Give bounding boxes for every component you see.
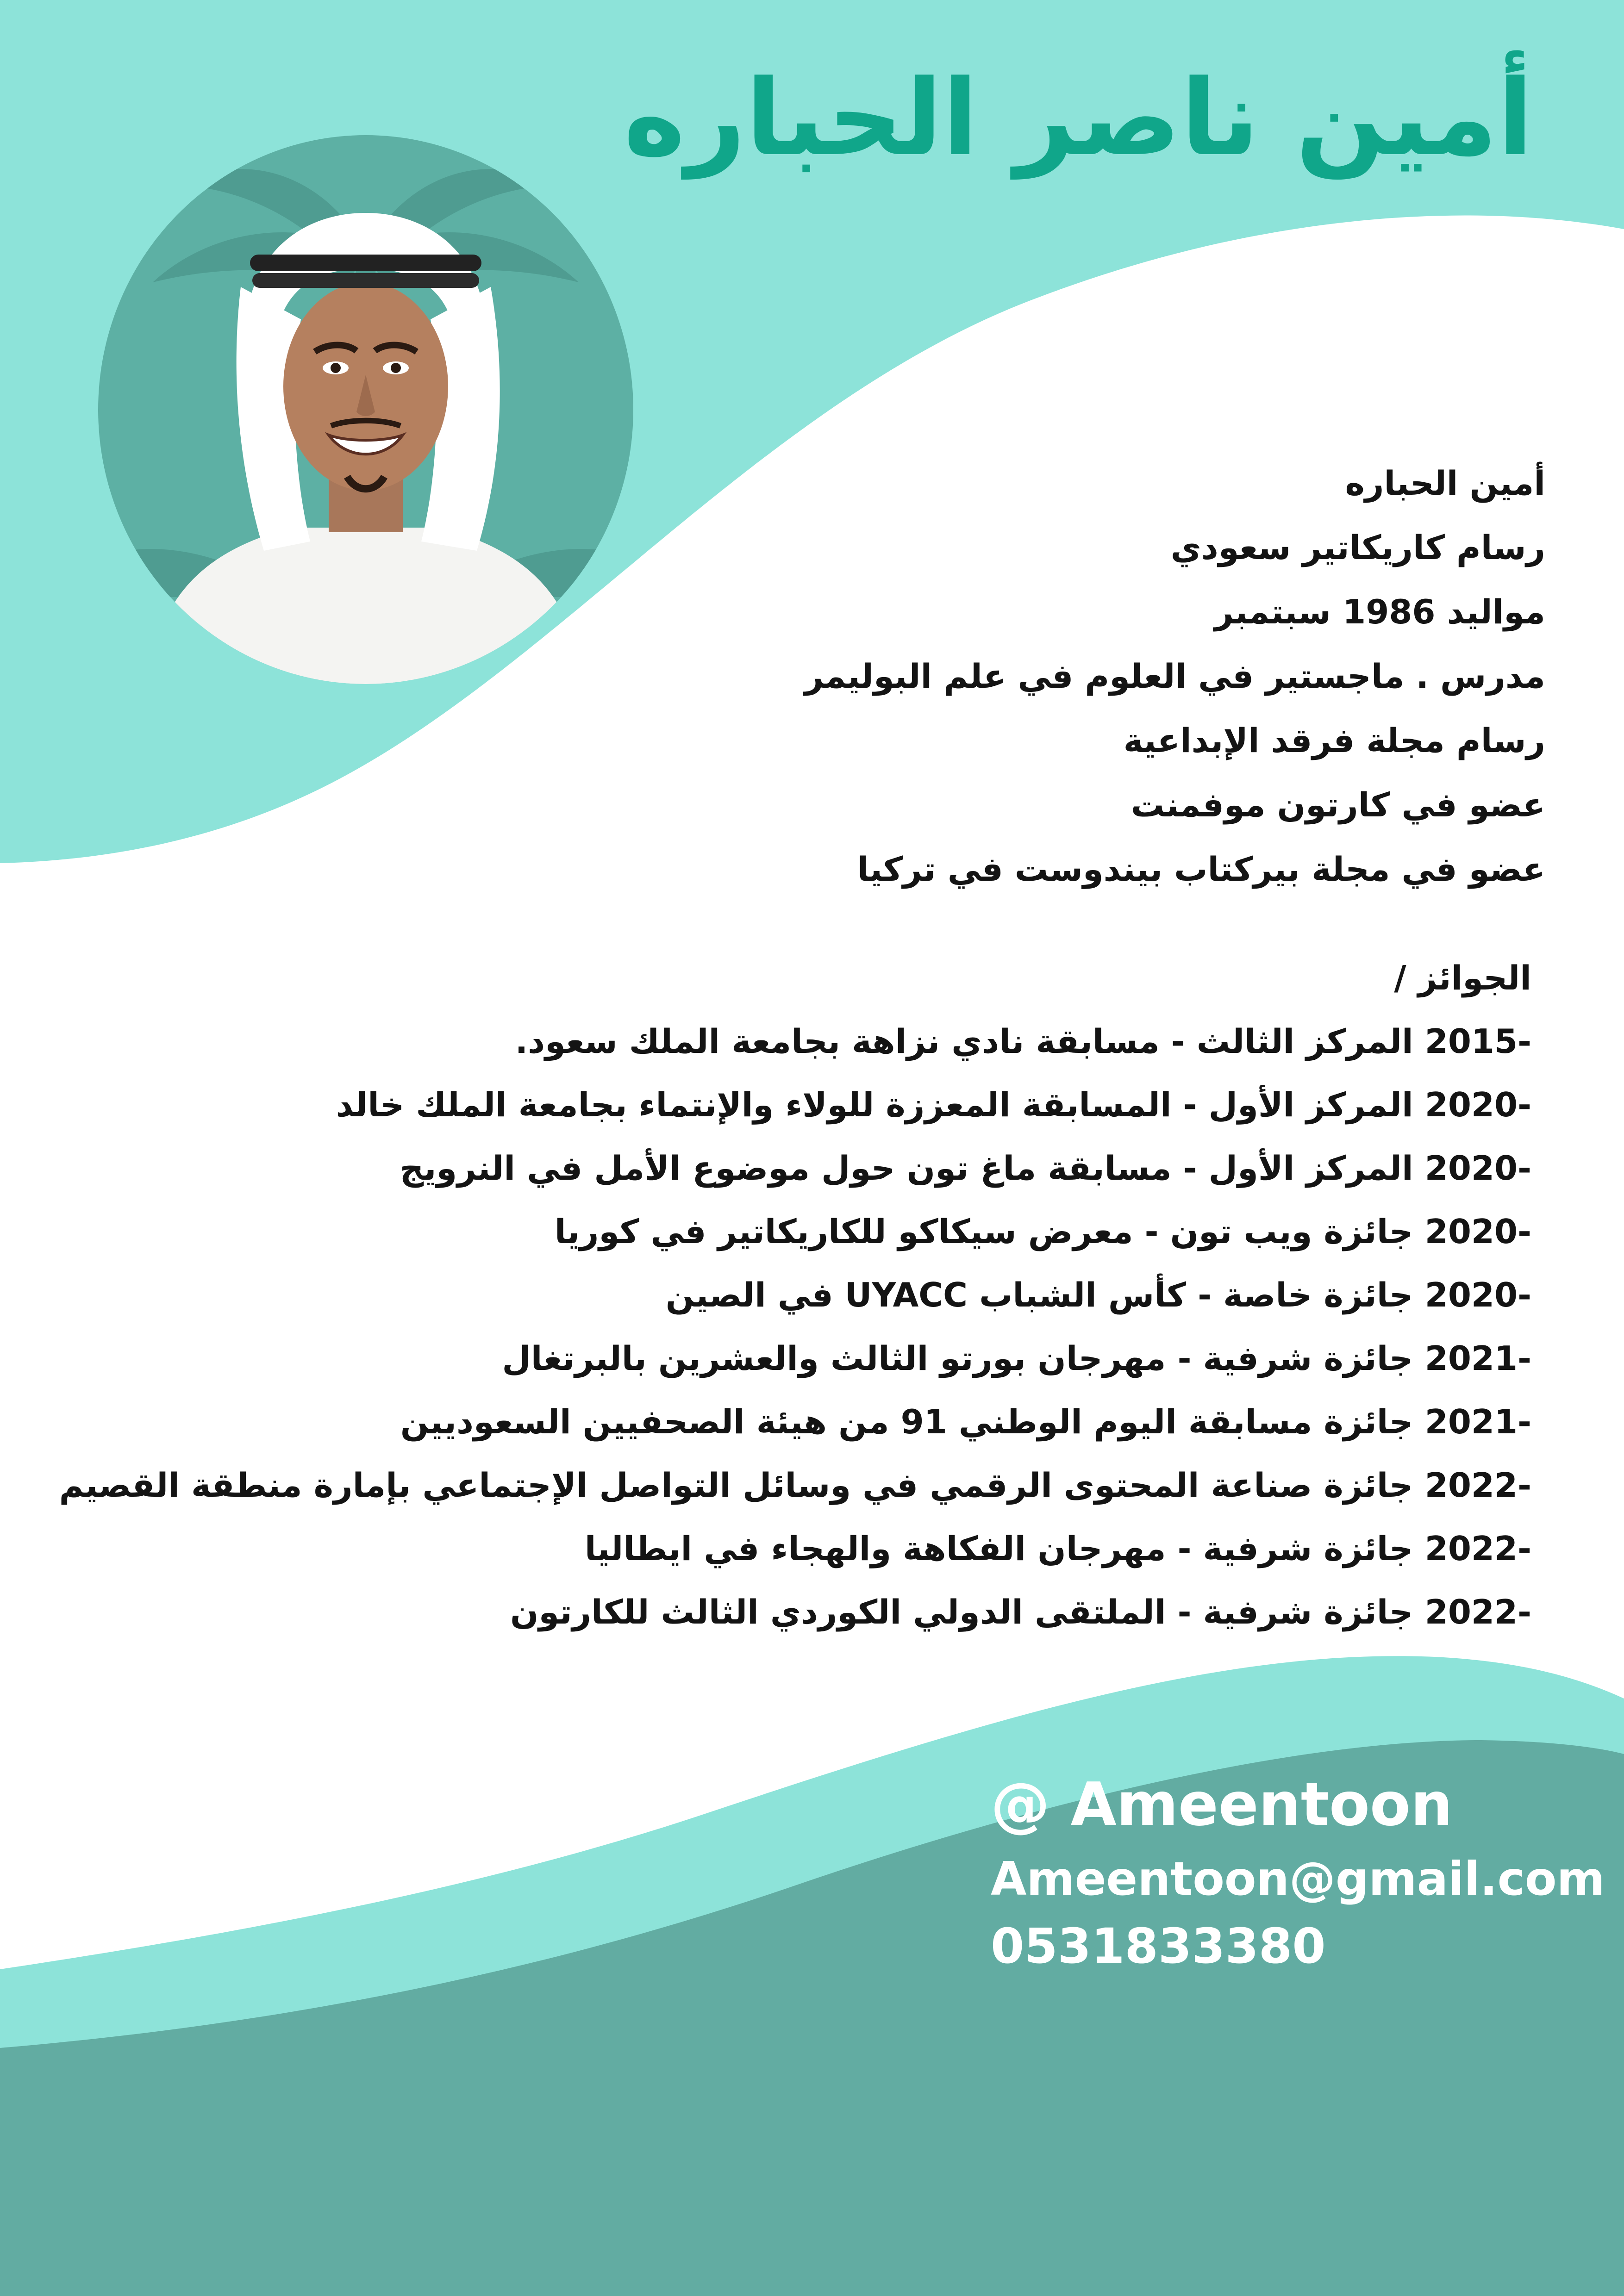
- award-item: -2020 المركز الأول - المسابقة المعززة للولاء والإنتماء بجامعة الملك خالد: [336, 1085, 1531, 1124]
- name-title: أمين ناصر الحباره: [624, 57, 1533, 179]
- awards-heading: الجوائز /: [1394, 958, 1531, 997]
- award-item: -2022 جائزة صناعة المحتوى الرقمي في وسائل التواصل الإجتماعي بإمارة منطقة القصيم: [59, 1466, 1531, 1505]
- bio-line: مواليد 1986 سبتمبر: [1214, 592, 1545, 631]
- award-item: -2015 المركز الثالث - مسابقة نادي نزاهة بجامعة الملك سعود.: [515, 1022, 1531, 1061]
- contact-section: [991, 1768, 1605, 1979]
- email-link[interactable]: Ameentoon@gmail.com: [991, 1852, 1605, 1906]
- award-item: -2020 جائزة ويب تون - معرض سيكاكو للكاريكاتير في كوريا: [554, 1212, 1531, 1251]
- award-item: -2021 جائزة مسابقة اليوم الوطني 91 من هيئة الصحفيين السعوديين: [400, 1402, 1531, 1441]
- bio-line: عضو في مجلة بيركتاب بيندوست في تركيا: [857, 850, 1545, 889]
- bio-line: أمين الحباره: [1345, 464, 1545, 503]
- award-item: -2022 جائزة شرفية - الملتقى الدولي الكوردي الثالث للكارتون: [510, 1593, 1531, 1631]
- bio-line: رسام مجلة فرقد الإبداعية: [1123, 721, 1545, 760]
- awards-section: [4, 946, 1531, 1644]
- award-item: -2022 جائزة شرفية - مهرجان الفكاهة والهجاء في ايطاليا: [584, 1529, 1531, 1568]
- bio-line: عضو في كارتون موفمنت: [1131, 785, 1545, 824]
- at-sign-icon: @: [991, 1770, 1050, 1839]
- social-handle[interactable]: [991, 1768, 1546, 1842]
- bio-line: رسام كاريكاتير سعودي: [1170, 528, 1545, 567]
- award-item: -2020 جائزة خاصة - كأس الشباب UYACC في الصين: [665, 1276, 1531, 1314]
- social-handle-text: Ameentoon: [1070, 1770, 1453, 1839]
- bio-section: [295, 451, 1545, 902]
- phone-number[interactable]: 0531833380: [991, 1918, 1326, 1974]
- award-item: -2020 المركز الأول - مسابقة ماغ تون حول موضوع الأمل في النرويج: [400, 1149, 1531, 1188]
- bio-line: مدرس . ماجستير في العلوم في علم البوليمر: [804, 657, 1545, 696]
- award-item: -2021 جائزة شرفية - مهرجان بورتو الثالث والعشرين بالبرتغال: [502, 1339, 1531, 1378]
